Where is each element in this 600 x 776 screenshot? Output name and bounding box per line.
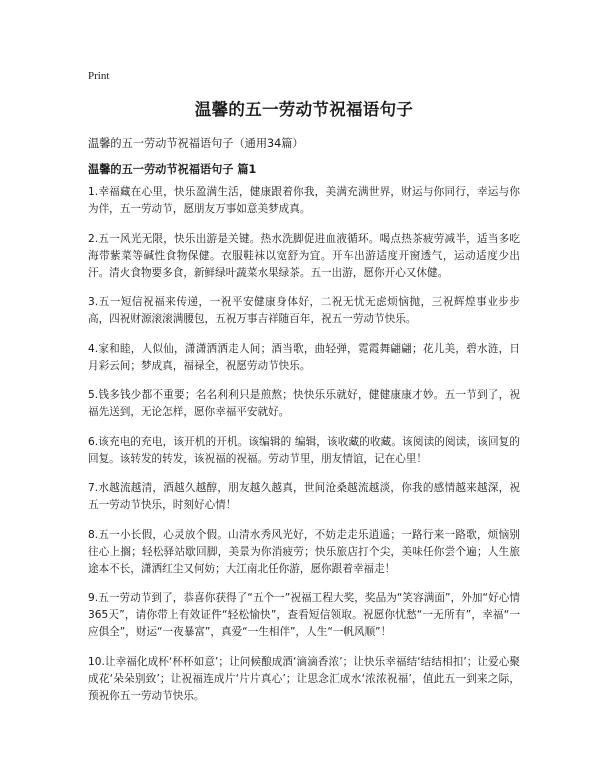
section-heading: 温馨的五一劳动节祝福语句子 篇1 — [88, 163, 257, 176]
document-subtitle: 温馨的五一劳动节祝福语句子（通用34篇） — [88, 137, 304, 150]
paragraph-6: 6.该充电的充电，该开机的开机。该编辑的 编辑，该收藏的收藏。该阅读的阅读，该回复的回复。该转发的转发，该祝福的祝福。劳动节里，朋友情谊，记在心里！ — [88, 435, 520, 465]
paragraph-9: 9.五一劳动节到了，恭喜你获得了“五个一”祝福工程大奖，奖品为“笑容满面”，外加“好心情365天”，请你带上有效证件“轻松愉快”，查看短信领取。祝愿你忧愁“一无所有”，幸福“一应俱全”，财运“一夜暴富”，真爱“一生相伴”，人生“一帆风顺”！ — [88, 592, 520, 638]
paragraph-5: 5.钱多钱少都不重要；名名利利只是煎熬；快快乐乐就好，健健康康才妙。五一节到了，祝福先送到，无论怎样，愿你幸福平安就好。 — [88, 389, 520, 418]
paragraph-8: 8.五一小长假，心灵放个假。山清水秀风光好，不妨走走乐逍遥；一路行来一路歌，烦恼别往心上搁；轻松驿站歇回脚，美景为你消疲劳；快乐旅店打个尖，美味任你尝个遍；人生旅途本不长，潇洒红尘又何妨；大江南北任你游，愿你跟着幸福走！ — [88, 528, 520, 575]
paragraph-3: 3.五一短信祝福来传递，一祝平安健康身体好，二祝无忧无虑烦恼抛，三祝辉煌事业步步高，四祝财源滚滚满腰包，五祝万事吉祥随百年，祝五一劳动节快乐。 — [88, 296, 520, 325]
paragraph-2: 2.五一风光无限，快乐出游是关键。热水洗脚促进血液循环。喝点热茶疲劳减半，适当多吃海带紫菜等碱性食物保健。衣服鞋袜以宽舒为宜。开车出游适度开窗透气，运动适度少出汗。清火食物要多食，新鲜绿叶蔬菜水果绿茶。五一出游，愿你开心又休健。 — [88, 232, 520, 279]
paragraph-10: 10.让幸福化成杯‘杯杯如意’；让问候酿成酒‘滴滴香浓’；让快乐幸福结‘结结相扣’；让爱心聚成花‘朵朵别致’；让祝福连成片‘片片真心’；让思念汇成水‘浓浓祝福’，值此五一到来之际，预祝你五一劳动节快乐。 — [88, 655, 520, 702]
paragraph-1: 1.幸福藏在心里，快乐盈满生活，健康跟着你我，美满充满世界，财运与你同行，幸运与你为伴，五一劳动节，愿朋友万事如意美梦成真。 — [88, 186, 520, 215]
paragraph-list — [88, 184, 520, 717]
paragraph-7: 7.水越流越清，酒越久越醇，朋友越久越真，世间沧桑越流越淡，你我的感情越来越深，祝五一劳动节快乐，时刻好心情！ — [88, 482, 520, 511]
print-link[interactable]: Print — [88, 70, 110, 82]
paragraph-4: 4.家和睦，人似仙，潇潇洒洒走人间；酒当歌，曲轻弹，霓霞舞翩翩；花儿美，碧水涟，日月彩云间；梦成真，福禄全，祝愿劳动节快乐。 — [88, 342, 520, 372]
page-title: 温馨的五一劳动节祝福语句子 — [194, 100, 414, 119]
